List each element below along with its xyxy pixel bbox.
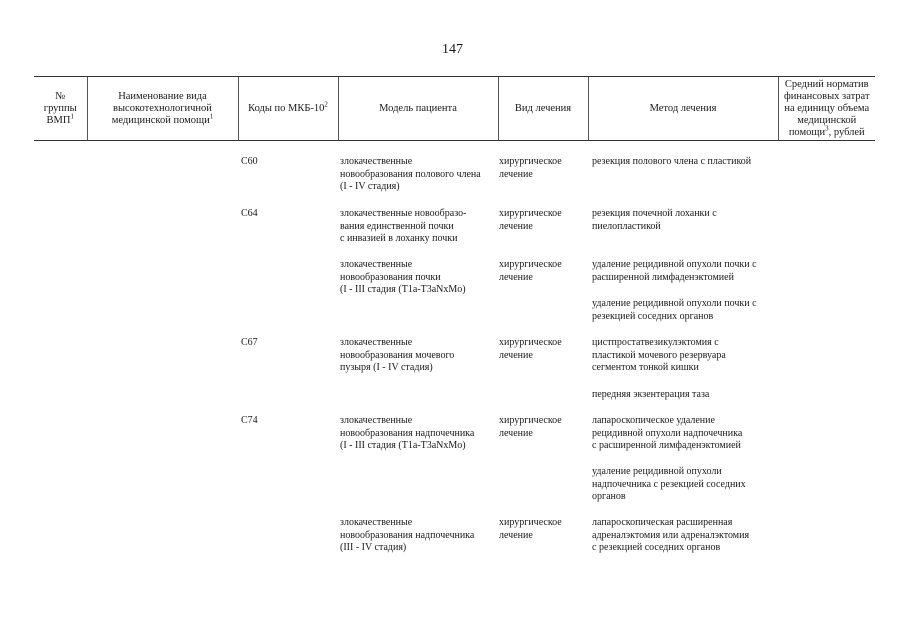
treatment-type: хирургическое лечение xyxy=(499,415,562,439)
treatment-method: резекция почечной лоханки с пиелопластикой xyxy=(592,208,717,232)
header-treatment-method: Метод лечения xyxy=(588,77,778,141)
treatment-type: хирургическое лечение xyxy=(499,259,562,283)
patient-model: злокачественные новообразования надпочечника (III - IV стадия) xyxy=(340,517,475,553)
treatment-method: лапароскопическое удаление рецидивной опухоли надпочечника с расширенной лимфаденэктомией xyxy=(592,415,743,451)
table-header xyxy=(34,76,875,141)
header-treatment-type: Вид лечения xyxy=(498,77,588,141)
icd-code: C64 xyxy=(241,208,258,219)
icd-code: C74 xyxy=(241,415,258,426)
treatment-type: хирургическое лечение xyxy=(499,517,562,541)
treatment-method: удаление рецидивной опухоли почки с резекцией соседних органов xyxy=(592,298,757,322)
patient-model: злокачественные новообразования надпочечника (I - III стадия (T1a-T3aNxMo) xyxy=(340,415,475,451)
treatment-method: удаление рецидивной опухоли надпочечника с резекцией соседних органов xyxy=(592,466,746,502)
header-patient-model: Модель пациента xyxy=(338,77,498,141)
treatment-method: удаление рецидивной опухоли почки с расширенной лимфаденэктомией xyxy=(592,259,757,283)
treatment-type: хирургическое лечение xyxy=(499,156,562,180)
header-group-number: № группы ВМП$^1$ xyxy=(34,77,87,141)
treatment-method: резекция полового члена с пластикой xyxy=(592,156,752,167)
patient-model: злокачественные новообразования мочевого пузыря (I - IV стадия) xyxy=(340,337,455,373)
treatment-method: передняя экзентерация таза xyxy=(592,389,710,400)
header-icd-codes: Коды по МКБ-$10^2$ xyxy=(238,77,338,141)
header-care-type-name: Наименование вида высокотехнологичной медицинской помощи$^1$ xyxy=(87,77,238,141)
treatment-method: лапароскопическая расширенная адреналэктомия или адреналэктомия с резекцией соседних органов xyxy=(592,517,750,553)
treatment-type: хирургическое лечение xyxy=(499,208,562,232)
icd-code: C67 xyxy=(241,337,258,348)
treatment-method: цистпростатвезикулэктомия с пластикой мочевого резервуара сегментом тонкой кишки xyxy=(592,337,726,373)
patient-model: злокачественные новообразо- вания единственной почки с инвазией в лоханку почки xyxy=(340,208,467,244)
header-cost-standard: Средний норматив финансовых затрат на единицу объема медицинской помощи$^3$, рублей xyxy=(778,77,875,141)
page-number: 147 xyxy=(442,42,463,57)
patient-model: злокачественные новообразования полового члена (I - IV стадия) xyxy=(340,156,481,192)
patient-model: злокачественные новообразования почки (I - III стадия (T1a-T3aNxMo) xyxy=(340,259,466,295)
treatment-type: хирургическое лечение xyxy=(499,337,562,361)
icd-code: C60 xyxy=(241,156,258,167)
